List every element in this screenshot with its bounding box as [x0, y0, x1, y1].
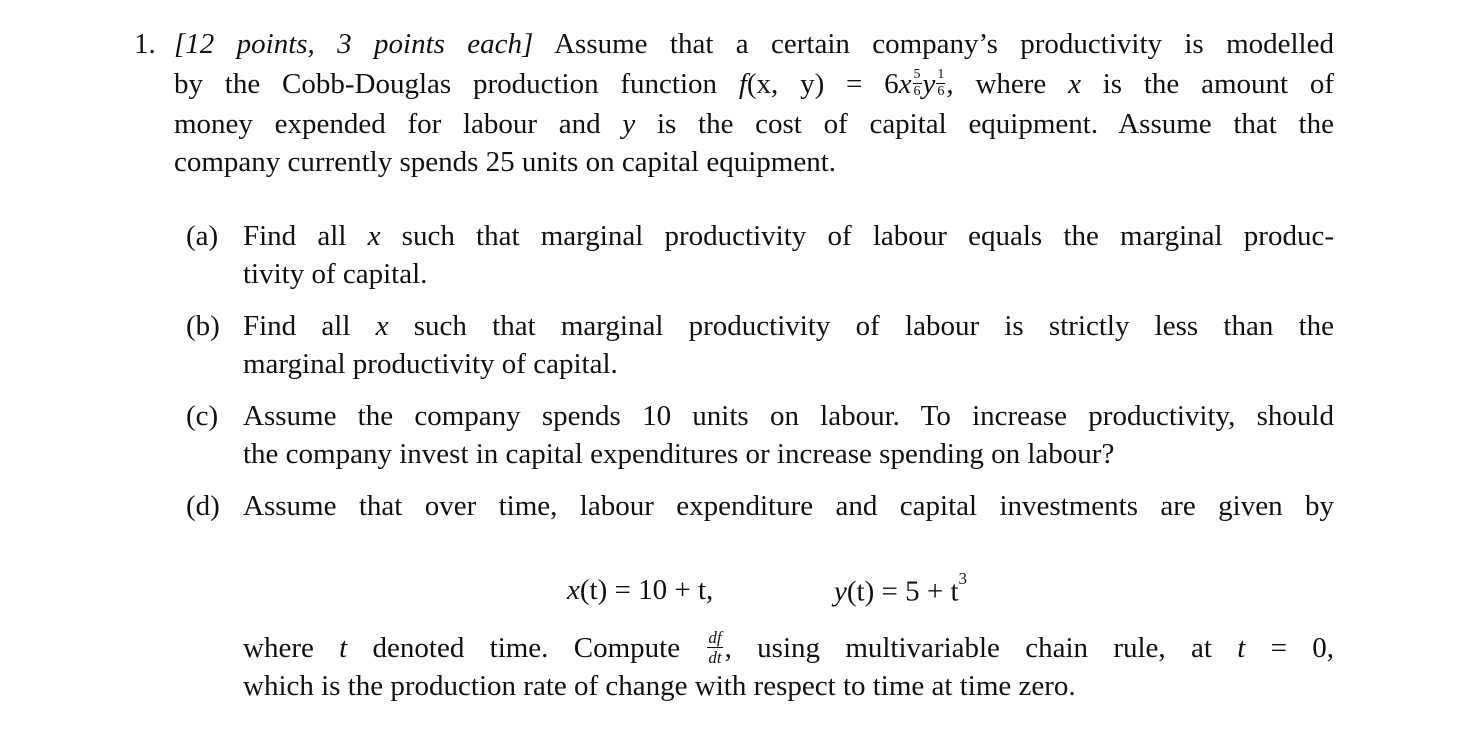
problem-intro-line-1 — [174, 30, 1334, 59]
part-d-text-1: Assume that over time, labour expenditure and capital investments are given by — [243, 490, 1334, 522]
part-d-text-3a: where — [243, 632, 340, 665]
part-d-line-4: which is the production rate of change with respect to time at time zero. — [243, 670, 1076, 702]
intro-text-2b: , where — [946, 68, 1069, 100]
eq-x-rest: (t) = 10 + t, — [579, 574, 714, 606]
problem-intro-line-3 — [174, 110, 1334, 139]
problem-intro-line-2 — [174, 67, 1335, 103]
var-x-b: x — [375, 310, 389, 342]
part-d-text-3d: = 0, — [1245, 632, 1335, 665]
part-c-label: (c) — [186, 400, 219, 432]
exponent-y: 1 6 — [937, 67, 945, 100]
intro-text-1: Assume that a certain company’s productivity is modelled — [554, 28, 1334, 60]
part-c-line-1 — [243, 402, 1334, 431]
part-c-line-2: the company invest in capital expenditures or increase spending on labour? — [243, 438, 1115, 470]
var-x: x — [898, 68, 912, 100]
eq-y-exponent: 3 — [958, 569, 968, 588]
eq-y-lhs: y — [834, 575, 847, 608]
part-a-label: (a) — [186, 220, 219, 252]
intro-text-2c: is the amount of — [1080, 68, 1335, 100]
part-d-label: (d) — [186, 490, 220, 522]
eq-y-rest: (t) = 5 + t — [846, 575, 959, 608]
part-a-text-1b: such that marginal productivity of labour equals the marginal produc- — [380, 220, 1334, 252]
part-c-text-1: Assume the company spends 10 units on labour. To increase productivity, should — [243, 400, 1334, 432]
equation-x-of-t — [567, 576, 713, 605]
part-a-line-1 — [243, 222, 1334, 251]
part-d-line-3 — [243, 628, 1335, 669]
part-b-text-1b: such that marginal productivity of labour is strictly less than the — [388, 310, 1335, 342]
part-a-text-1a: Find all — [243, 220, 368, 252]
intro-text-2a: by the Cobb-Douglas production function — [174, 68, 739, 100]
part-b-label: (b) — [186, 310, 220, 342]
points-note: [12 points, 3 points each] — [174, 28, 534, 60]
df-dt-fraction: $\frac{df}{dt}$ — [708, 628, 722, 667]
part-d-text-3c: , using multivariable chain rule, at — [724, 632, 1238, 665]
part-a-line-2: tivity of capital. — [243, 258, 428, 290]
var-y: y — [922, 68, 936, 100]
part-b-line-2: marginal productivity of capital. — [243, 348, 618, 380]
eq-x-lhs: x — [567, 574, 580, 606]
exponent-x: 5 6 — [913, 67, 921, 100]
part-d-line-1 — [243, 492, 1334, 521]
part-b-text-1a: Find all — [243, 310, 376, 342]
part-b-line-1 — [243, 312, 1334, 341]
equation-y-of-t — [834, 569, 968, 608]
function-symbol: f — [738, 68, 747, 100]
problem-number: 1. — [134, 28, 156, 60]
intro-text-3a: money expended for labour and — [174, 108, 623, 140]
var-x-a: x — [367, 220, 381, 252]
function-args: (x, y) = 6 — [746, 68, 899, 100]
intro-text-3b: is the cost of capital equipment. Assume that the — [635, 108, 1334, 140]
part-d-text-3b: denoted time. Compute — [347, 632, 706, 665]
var-t: t — [339, 632, 348, 665]
var-x-2: x — [1068, 68, 1081, 100]
problem-intro-line-4: company currently spends 25 units on capital equipment. — [174, 146, 837, 178]
var-t-2: t — [1237, 632, 1246, 665]
var-y-2: y — [622, 108, 636, 140]
